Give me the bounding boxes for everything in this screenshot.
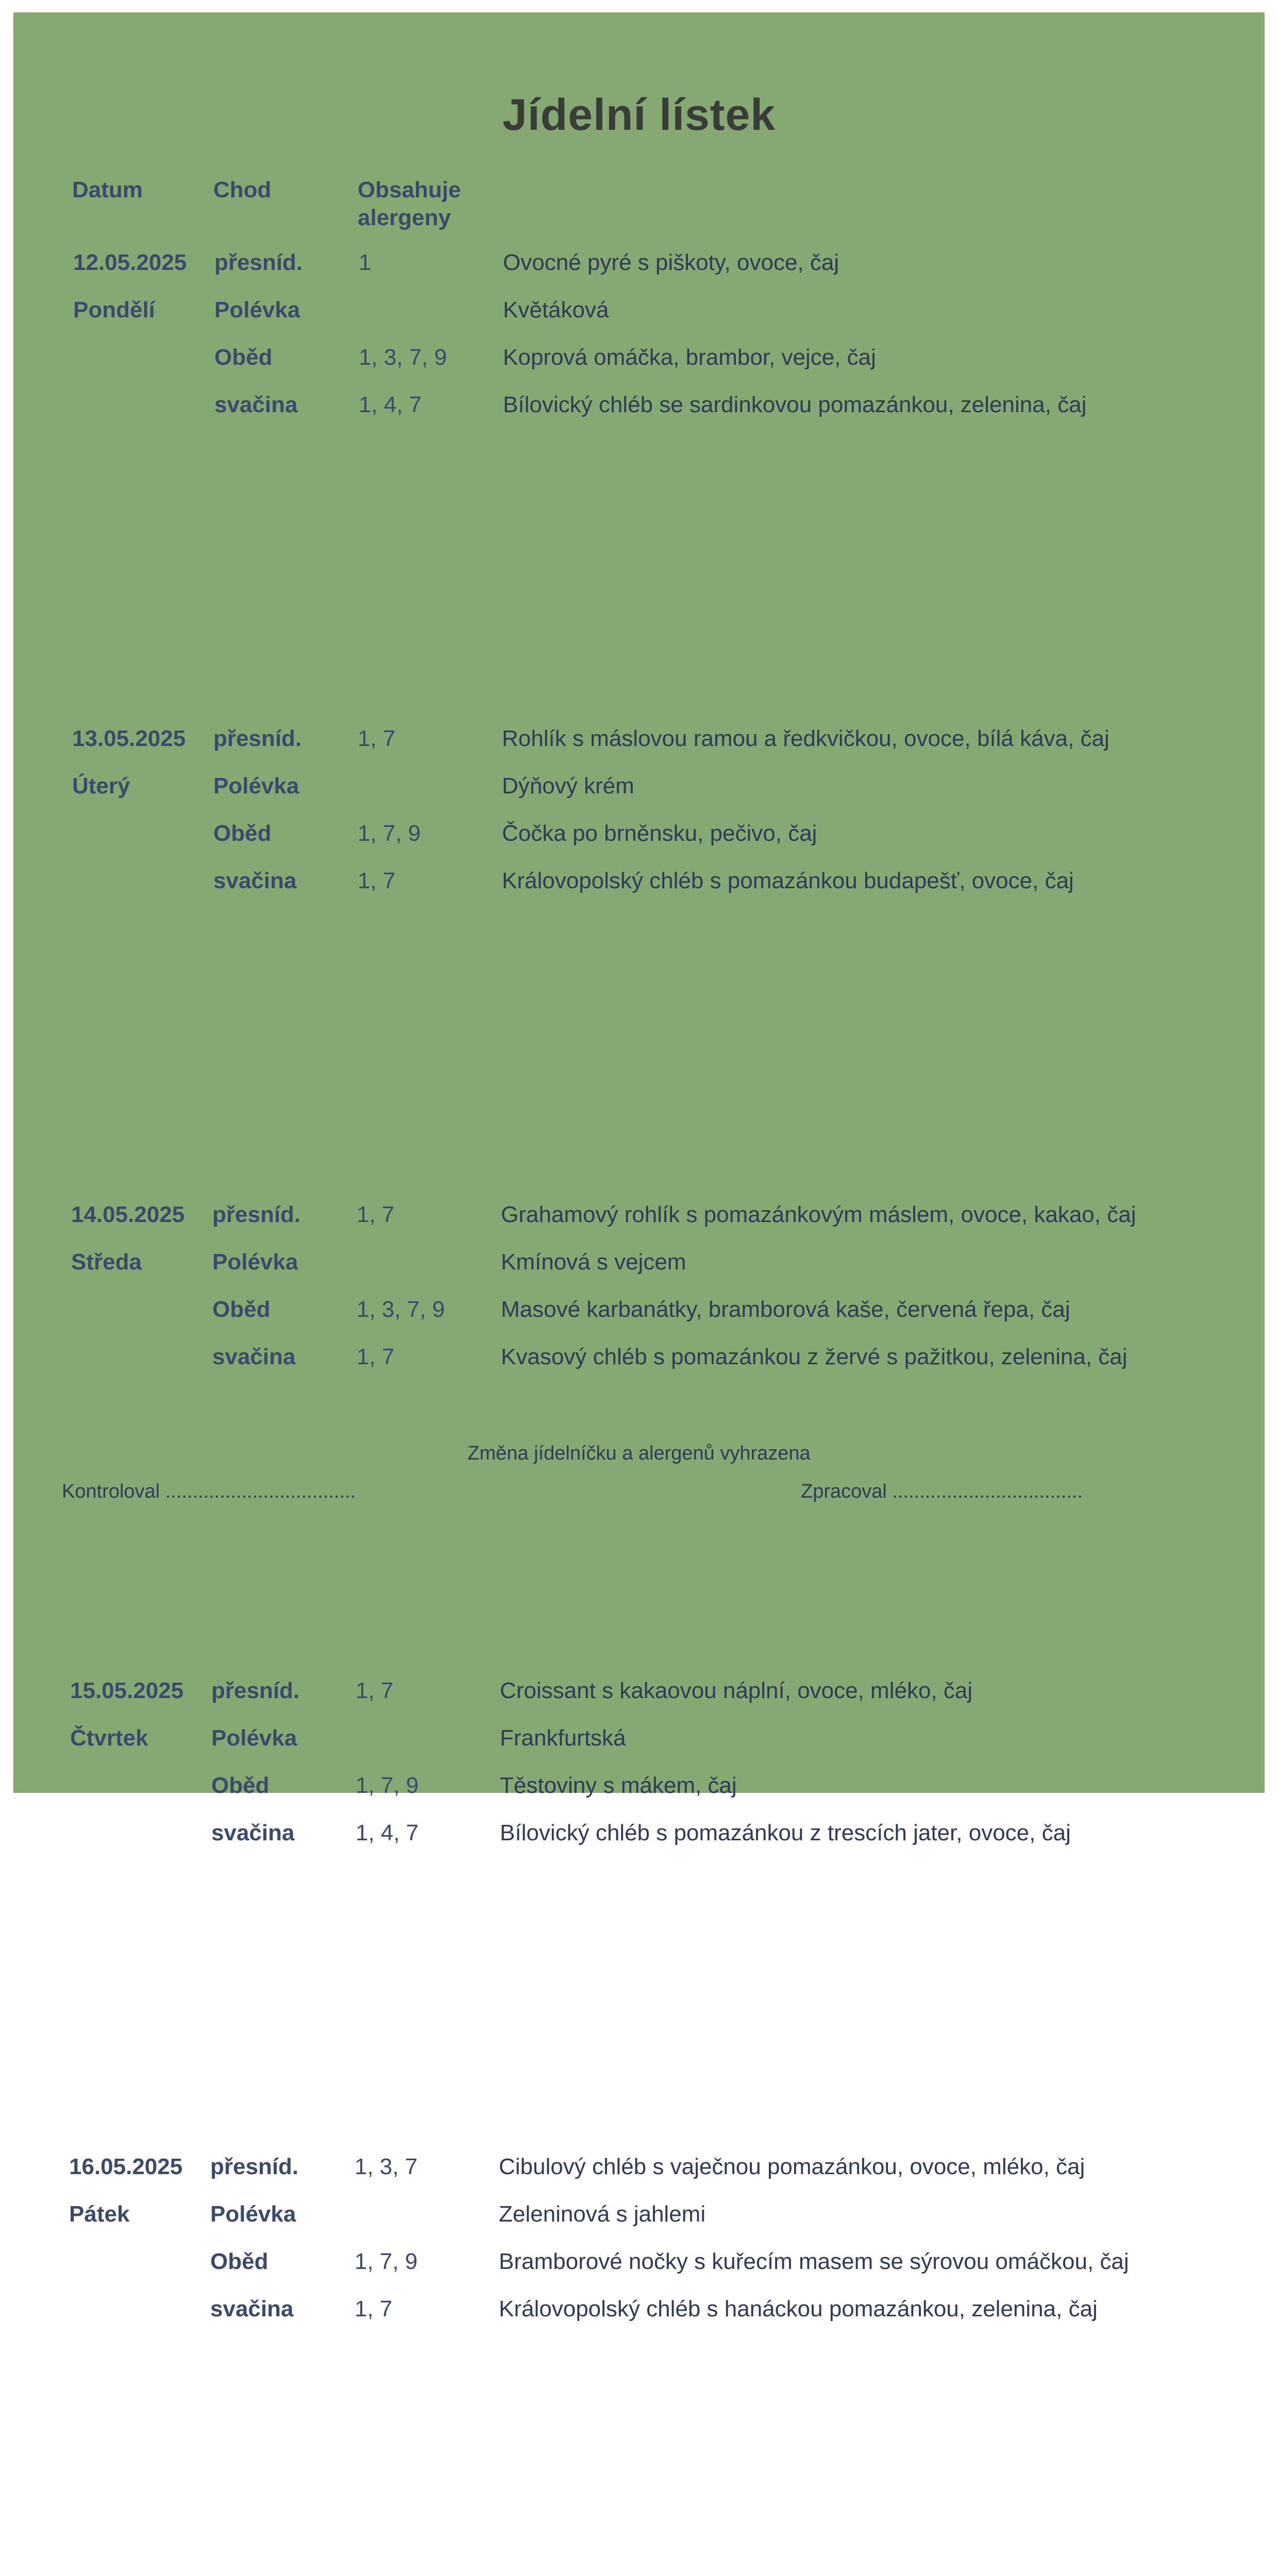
meal-course: Oběd [214, 345, 273, 370]
meal-allergens: 1, 3, 7 [355, 2154, 418, 2179]
meal-course: přesníd. [213, 726, 302, 751]
meal-row [16, 334, 1268, 381]
meal-row [15, 857, 1267, 905]
day-date: 13.05.2025 [72, 726, 186, 751]
meal-course: svačina [210, 2296, 294, 2321]
meal-allergens: 1, 7 [358, 868, 396, 893]
meal-dish: Koprová omáčka, brambor, vejce, čaj [503, 345, 876, 370]
meal-dish: Ovocné pyré s piškoty, ovoce, čaj [503, 250, 839, 275]
meal-allergens: 1 [359, 250, 372, 275]
meal-allergens: 1, 7 [357, 1344, 395, 1369]
meal-dish: Královopolský chléb s hanáckou pomazánkou, zelenina, čaj [499, 2296, 1098, 2321]
page-title: Jídelní lístek [502, 90, 776, 140]
meal-course: Polévka [210, 2201, 296, 2227]
meal-dish: Zeleninová s jahlemi [499, 2201, 706, 2227]
meal-dish: Grahamový rohlík s pomazánkovým máslem, ovoce, kakao, čaj [501, 1202, 1136, 1227]
meal-dish: Dýňový krém [502, 773, 634, 799]
meal-row [12, 2285, 1264, 2333]
day-block [15, 715, 1267, 1191]
meal-row [12, 2143, 1264, 2191]
meal-dish: Bílovický chléb s pomazánkou z trescích jater, ovoce, čaj [500, 1820, 1071, 1845]
meal-row [14, 1239, 1266, 1286]
menu-days [13, 239, 1265, 2576]
meal-course: přesníd. [210, 2154, 299, 2179]
meal-course: Polévka [211, 1725, 297, 1751]
meal-course: přesníd. [214, 250, 303, 275]
meal-allergens: 1, 3, 7, 9 [357, 1297, 445, 1322]
meal-row [12, 2191, 1264, 2238]
meal-row [16, 381, 1268, 429]
meal-dish: Bramborové nočky s kuřecím masem se sýrovou omáčkou, čaj [499, 2249, 1129, 2274]
header-allergens-line1: Obsahuje [358, 177, 461, 202]
day-weekday: Čtvrtek [70, 1725, 148, 1751]
day-date: 12.05.2025 [73, 250, 187, 275]
header-allergens-line2: alergeny [358, 205, 451, 230]
day-date: 15.05.2025 [70, 1678, 184, 1703]
meal-row [13, 1667, 1265, 1715]
meal-dish: Rohlík s máslovou ramou a ředkvičkou, ovoce, bílá káva, čaj [502, 726, 1109, 751]
meal-allergens: 1, 7 [355, 2296, 393, 2321]
menu-sheet [13, 12, 1265, 2321]
meal-dish: Královopolský chléb s pomazánkou budapešť, ovoce, čaj [502, 868, 1074, 893]
meal-dish: Bílovický chléb se sardinkovou pomazánkou, zelenina, čaj [503, 392, 1087, 417]
meal-course: Polévka [212, 1249, 298, 1275]
meal-dish: Čočka po brněnsku, pečivo, čaj [502, 821, 817, 846]
day-weekday: Pátek [69, 2201, 130, 2227]
meal-allergens: 1, 7 [358, 726, 396, 751]
change-note: Změna jídelníčku a alergenů vyhrazena [467, 1443, 811, 1464]
day-block [12, 2143, 1264, 2576]
meal-allergens: 1, 7 [356, 1678, 394, 1703]
meal-course: svačina [213, 868, 297, 893]
meal-row [13, 1809, 1265, 1857]
meal-course: Polévka [214, 297, 300, 323]
meal-row [14, 1333, 1266, 1381]
meal-allergens: 1, 7, 9 [358, 821, 421, 846]
header-date: Datum [72, 177, 143, 202]
meal-row [15, 762, 1267, 810]
meal-course: přesníd. [212, 1202, 301, 1227]
meal-allergens: 1, 4, 7 [359, 392, 422, 417]
meal-dish: Cibulový chléb s vaječnou pomazánkou, ovoce, mléko, čaj [499, 2154, 1085, 2179]
day-date: 16.05.2025 [69, 2154, 183, 2179]
header-course: Chod [213, 177, 272, 202]
meal-dish: Kvasový chléb s pomazánkou z žervé s pažitkou, zelenina, čaj [501, 1344, 1128, 1369]
day-weekday: Středa [71, 1249, 142, 1275]
meal-dish: Croissant s kakaovou náplní, ovoce, mléko, čaj [500, 1678, 973, 1703]
meal-course: svačina [214, 392, 298, 417]
meal-course: Oběd [213, 821, 272, 846]
meal-row [16, 286, 1268, 334]
meal-row [13, 1715, 1265, 1762]
prepared-by-signature-line: Zpracoval ................................... [801, 1481, 1083, 1502]
day-block [16, 239, 1268, 715]
meal-row [15, 715, 1267, 762]
meal-course: Oběd [210, 2249, 268, 2274]
meal-dish: Květáková [503, 297, 609, 323]
day-date: 14.05.2025 [71, 1202, 185, 1227]
meal-allergens: 1, 7, 9 [355, 2249, 418, 2274]
meal-course: svačina [212, 1344, 296, 1369]
meal-course: Polévka [213, 773, 299, 799]
meal-row [12, 2238, 1264, 2285]
meal-course: svačina [211, 1820, 295, 1845]
meal-course: přesníd. [211, 1678, 300, 1703]
day-block [14, 1191, 1266, 1667]
day-weekday: Pondělí [73, 297, 155, 323]
meal-allergens: 1, 7, 9 [356, 1773, 419, 1798]
meal-allergens: 1, 4, 7 [356, 1820, 419, 1845]
meal-course: Oběd [211, 1773, 270, 1798]
meal-dish: Těstoviny s mákem, čaj [500, 1773, 737, 1798]
meal-row [15, 810, 1267, 857]
meal-row [13, 1762, 1265, 1809]
meal-course: Oběd [212, 1297, 271, 1322]
meal-dish: Frankfurtská [500, 1725, 626, 1751]
meal-row [14, 1191, 1266, 1239]
meal-allergens: 1, 3, 7, 9 [359, 345, 447, 370]
meal-dish: Masové karbanátky, bramborová kaše, červená řepa, čaj [501, 1297, 1070, 1322]
meal-dish: Kmínová s vejcem [501, 1249, 686, 1275]
checked-by-signature-line: Kontroloval ................................... [62, 1481, 356, 1502]
meal-row [16, 239, 1268, 286]
day-block [13, 1667, 1265, 2143]
meal-allergens: 1, 7 [357, 1202, 395, 1227]
meal-row [14, 1286, 1266, 1333]
day-weekday: Úterý [72, 773, 130, 799]
